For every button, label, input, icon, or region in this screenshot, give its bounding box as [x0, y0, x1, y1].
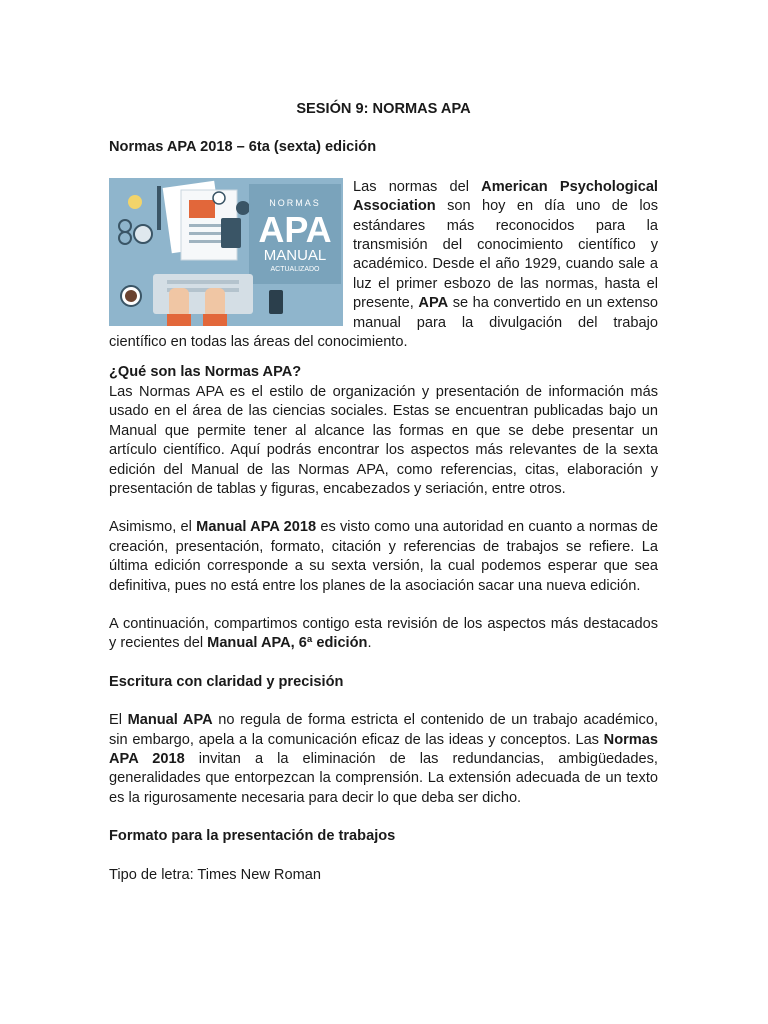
section3-paragraph-1: Tipo de letra: Times New Roman	[109, 866, 321, 883]
section3-heading: Formato para la presentación de trabajos	[109, 828, 396, 845]
s2p1-bold-1: Manual APA	[127, 712, 213, 729]
brand-line3: MANUAL	[263, 246, 327, 264]
intro-text-3: se ha convertido en un extenso manual para la divulgación del trabajo científico en todas las áreas del conocimiento.	[109, 295, 658, 351]
s1p2-bold-1: Manual APA 2018	[196, 519, 317, 536]
brand-line4: ACTUALIZADO	[270, 265, 320, 273]
right-sleeve	[203, 314, 227, 326]
intro-text-1: Las normas del	[353, 178, 482, 195]
s2p1-bold-2: Normas APA 2018	[109, 731, 658, 767]
section1-paragraph-2	[109, 518, 658, 596]
left-hand-icon	[169, 288, 189, 318]
intro-block	[109, 178, 658, 353]
brand-line1: NORMAS	[269, 197, 321, 208]
phone-icon	[269, 290, 283, 314]
intro-bold-1: American Psychological Association	[353, 178, 658, 215]
section2-heading: Escritura con claridad y precisión	[109, 673, 344, 690]
apa-manual-illustration	[109, 178, 343, 326]
apa-manual-illustration-svg	[109, 178, 343, 326]
paper-line-2	[189, 232, 225, 235]
section1-paragraph-1: Las Normas APA es el estilo de organización y presentación de información más usado en el área de las ciencias sociales. Estas se encuentran publicadas bajo un Manual que permite tener al alcance las formas en que se debe presentar un artículo científico. Aquí podrás encontrar los aspectos más relevantes de la sexta edición del Manual de las Normas APA, como referencias, citas, elaboración y presentación de tablas y figuras, encabezados y seriación, entre otros.	[109, 383, 658, 497]
document-title: SESIÓN 9: NORMAS APA	[296, 101, 471, 117]
coffee-fill	[125, 290, 137, 302]
keyboard-row-1	[167, 280, 239, 284]
paper-chart-block	[189, 200, 215, 218]
s1p3-bold-1: Manual APA, 6ª edición	[207, 635, 368, 652]
document-content	[109, 100, 658, 885]
calculator-icon	[221, 218, 241, 248]
s1p2-text-1: Asimismo, el	[109, 519, 197, 536]
coffee-cup-icon	[236, 201, 250, 215]
s2p1-text-3: invitan a la eliminación de las redundancias, ambigüedades, generalidades que entorpezcan la comprensión. La extensión adecuada de un texto es la rigurosamente necesaria para decir lo que deba ser dicho.	[109, 750, 658, 806]
right-hand-icon	[205, 288, 225, 318]
sticky-icon	[128, 195, 142, 209]
section1-paragraph-3	[109, 615, 658, 654]
pen-icon	[157, 186, 161, 230]
intro-text-2: son hoy en día uno de los estándares más reconocidos para la transmisión del conocimiento científico y académico. Desde el año 1929, cuando sale a luz el primer esbozo de las normas, hasta el presente,	[353, 198, 658, 312]
clock-icon	[134, 225, 152, 243]
s1p2-text-2: es visto como una autoridad en cuanto a normas de creación, presentación, formato, citación y referencias de trabajos se refiere. La última edición corresponde a su sexta versión, la cual podemos esperar que sea definitiva, pues no está entre los planes de la asociación sacar una nueva edición.	[109, 519, 659, 594]
intro-bold-2: APA	[418, 295, 449, 312]
brand-line2: APA	[258, 208, 332, 250]
plant-icon	[213, 192, 225, 204]
s1p3-text-2: .	[367, 635, 372, 652]
section1-heading: ¿Qué son las Normas APA?	[109, 364, 302, 381]
s1p3-text-1: A continuación, compartimos contigo esta revisión de los aspectos más destacados y recientes del	[109, 615, 658, 652]
s2p1-text-2: no regula de forma estricta el contenido de un trabajo académico, sin embargo, apela a la comunicación eficaz de las ideas y conceptos. Las	[109, 712, 658, 748]
document-subtitle: Normas APA 2018 – 6ta (sexta) edición	[109, 139, 377, 156]
s2p1-text-1: El	[109, 712, 128, 729]
left-sleeve	[167, 314, 191, 326]
section2-paragraph-1	[109, 711, 658, 808]
